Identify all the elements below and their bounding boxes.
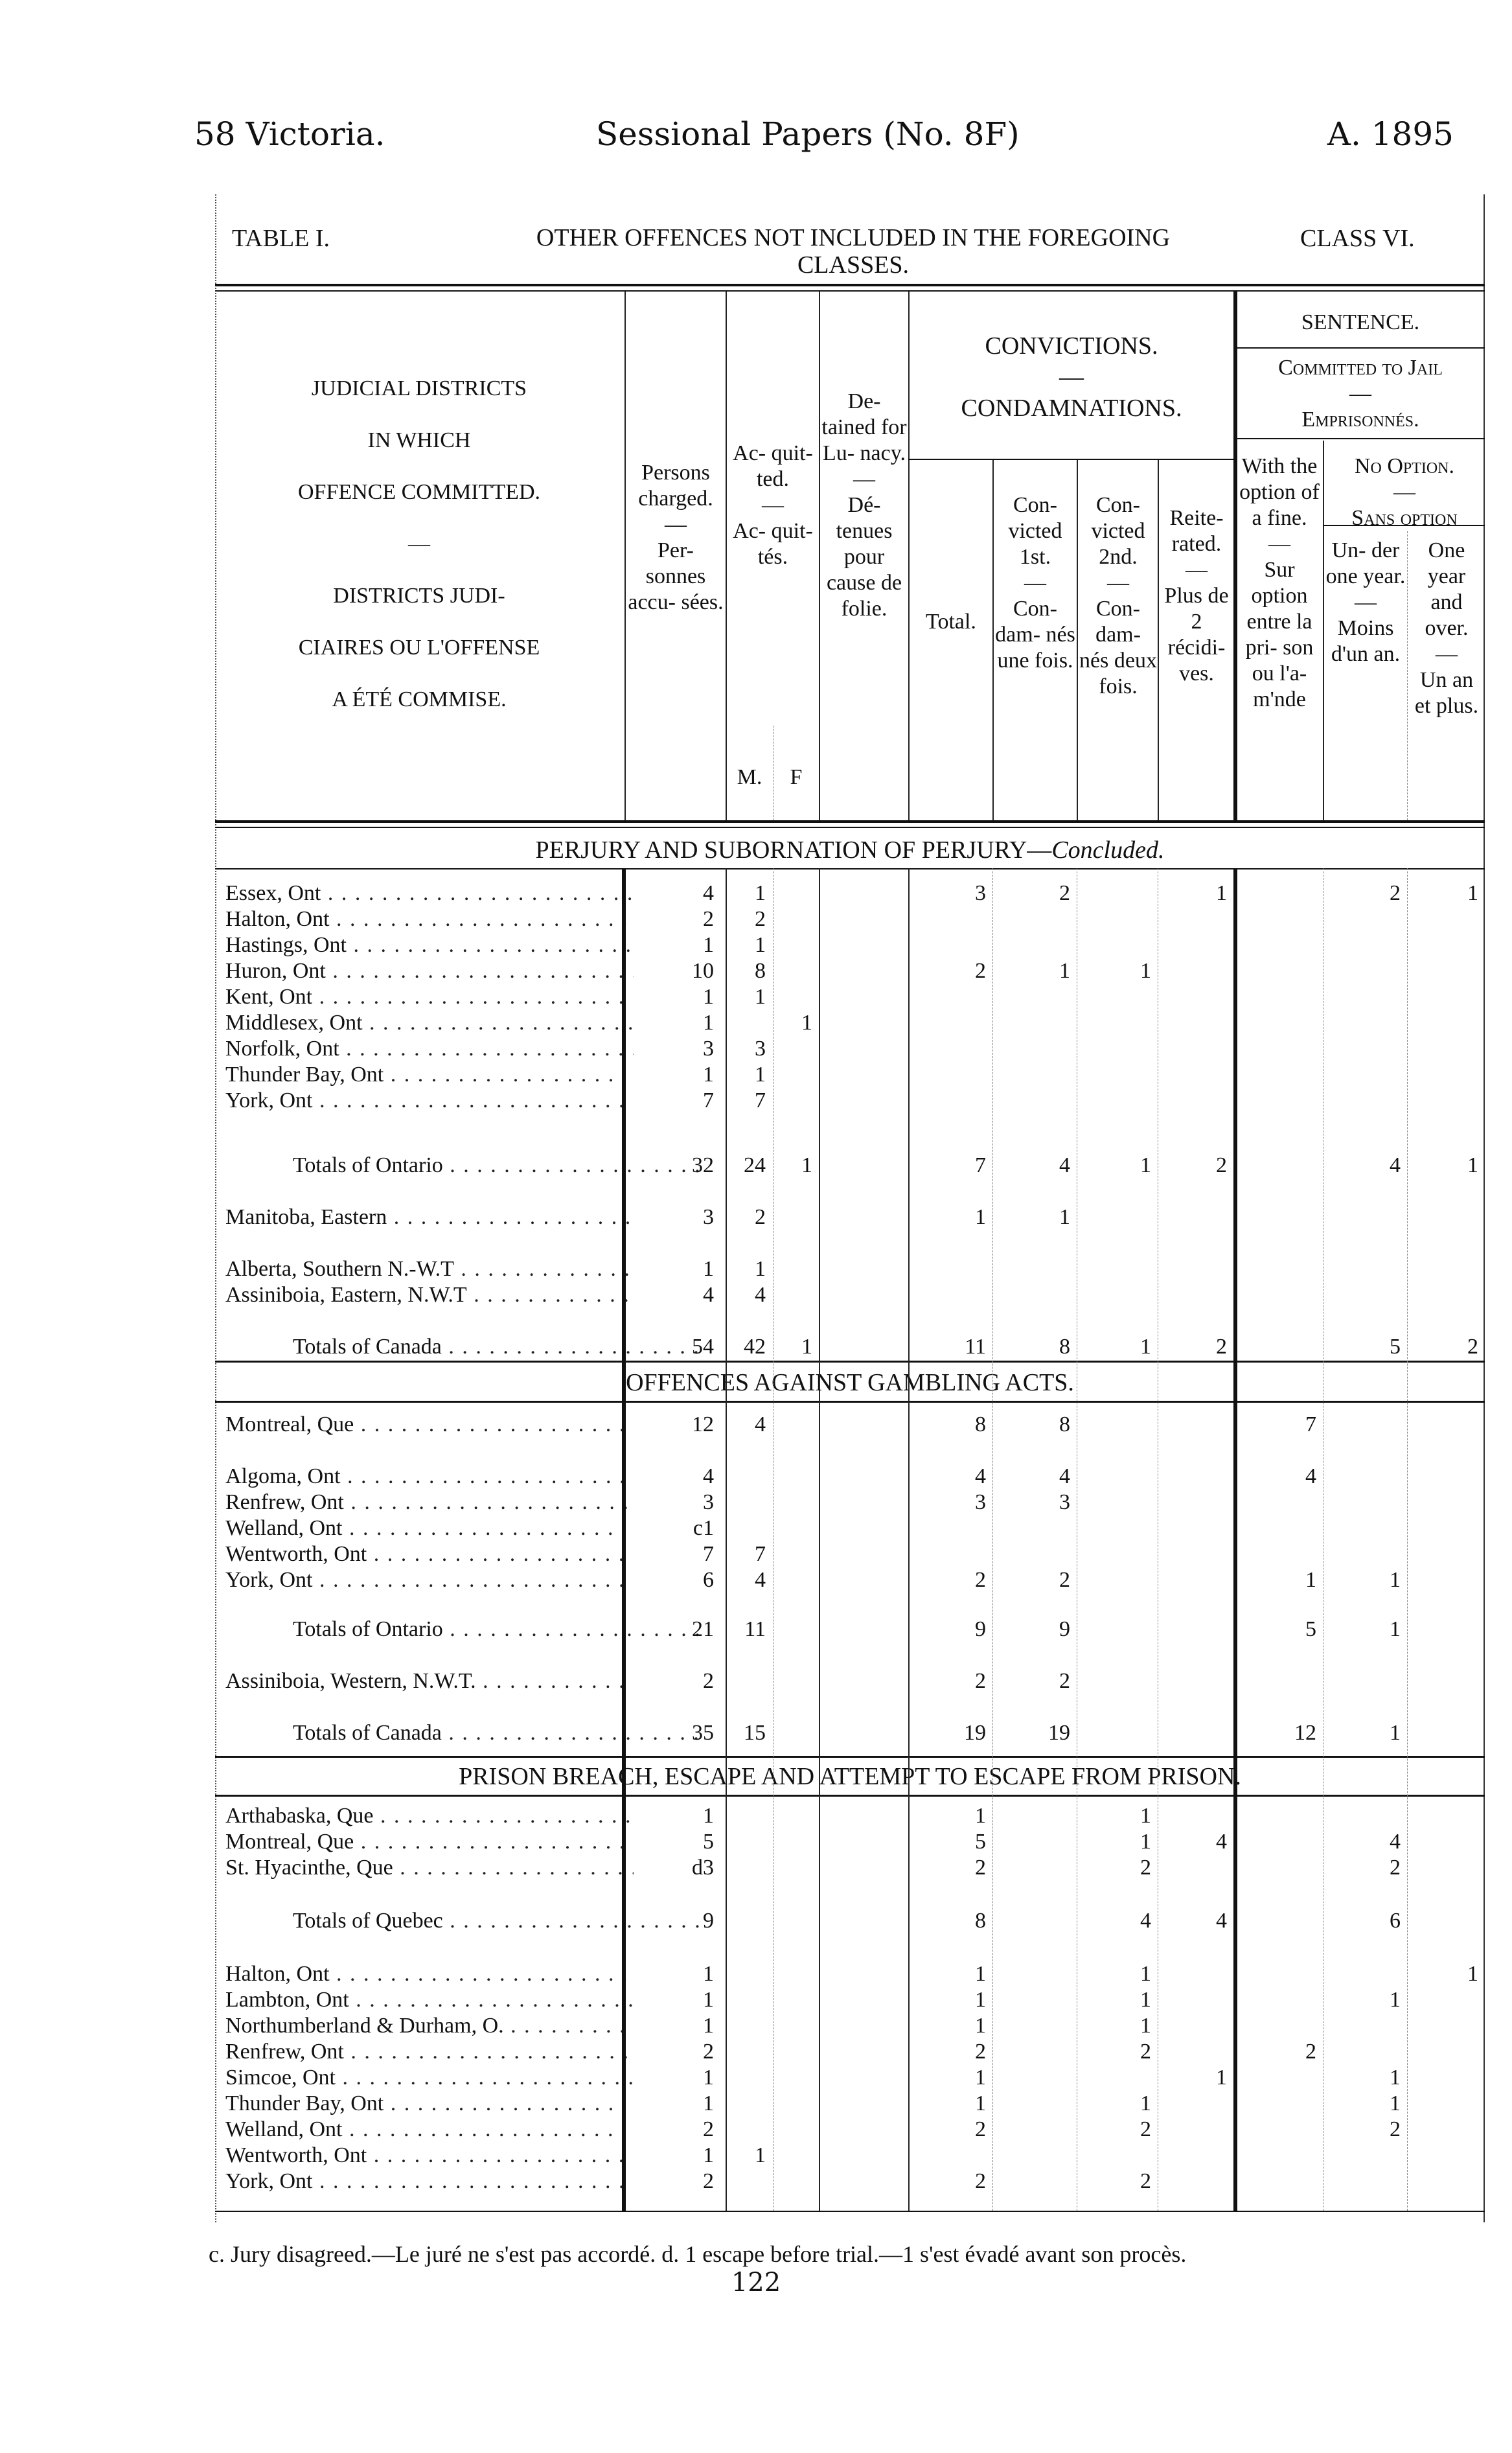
cell-charged: 54 xyxy=(692,1335,714,1359)
table-class: CLASS VI. xyxy=(1300,225,1415,252)
table-row xyxy=(215,2117,1485,2143)
cell-c2: 2 xyxy=(1140,2040,1151,2064)
page-number: 122 xyxy=(731,2268,781,2298)
district-name: Totals of Canada . . . xyxy=(293,1721,701,1745)
cell-c1: 2 xyxy=(1059,1568,1070,1592)
cell-acq-m: 2 xyxy=(755,907,766,931)
district-name: Simcoe, Ont . . . xyxy=(225,2066,634,2090)
district-name: Kent, Ont . . . xyxy=(225,985,634,1009)
cell-total: 2 xyxy=(975,2169,986,2193)
cell-c2: 1 xyxy=(1140,1153,1151,1177)
cell-c1: 8 xyxy=(1059,1335,1070,1359)
cell-total: 9 xyxy=(975,1617,986,1641)
cell-charged: 2 xyxy=(703,2169,714,2193)
table-row xyxy=(215,1669,1485,1695)
cell-charged: 1 xyxy=(703,1257,714,1281)
cell-c3: 1 xyxy=(1216,2066,1227,2090)
table-row xyxy=(215,2143,1485,2169)
cell-total: 2 xyxy=(975,959,986,983)
district-name: Totals of Quebec . . . xyxy=(293,1909,701,1933)
district-name: Welland, Ont . . . xyxy=(225,2117,634,2142)
cell-under: 6 xyxy=(1390,1909,1401,1933)
cell-total: 1 xyxy=(975,1962,986,1986)
cell-fine: 2 xyxy=(1305,2040,1316,2064)
district-name: Lambton, Ont . . . xyxy=(225,1988,634,2012)
reiterated-heading: Reite- rated. — Plus de 2 récidi- ves. xyxy=(1164,506,1229,685)
district-name: York, Ont . . . xyxy=(225,1568,634,1593)
lunacy-heading: De- tained for Lu- nacy. — Dé- tenues pour cause de folie. xyxy=(821,389,907,621)
district-name: Montreal, Que . . . xyxy=(225,1412,634,1437)
district-name: Welland, Ont . . . xyxy=(225,1516,634,1541)
cell-c2: 1 xyxy=(1140,1804,1151,1828)
no-option-heading: No Option. — Sans option xyxy=(1351,454,1458,530)
cell-total: 2 xyxy=(975,2040,986,2064)
district-name: York, Ont . . . xyxy=(225,1088,634,1113)
cell-charged: 21 xyxy=(692,1617,714,1641)
cell-c3: 2 xyxy=(1216,1153,1227,1177)
cell-over: 1 xyxy=(1467,1962,1478,1986)
district-name: Halton, Ont . . . xyxy=(225,907,634,932)
totals-row xyxy=(215,1909,1485,1935)
page-header xyxy=(194,115,1454,174)
cell-charged: 1 xyxy=(703,2014,714,2038)
cell-c2: 4 xyxy=(1140,1909,1151,1933)
district-name: Essex, Ont . . . xyxy=(225,881,634,906)
cell-c3: 1 xyxy=(1216,881,1227,905)
cell-charged: 10 xyxy=(692,959,714,983)
cell-acq-m: 24 xyxy=(744,1153,766,1177)
cell-c1: 1 xyxy=(1059,1205,1070,1229)
table-row xyxy=(215,1568,1485,1594)
cell-charged: 3 xyxy=(703,1490,714,1514)
district-name: Totals of Ontario . . . xyxy=(293,1153,701,1178)
cell-acq-m: 1 xyxy=(755,2143,766,2167)
district-name: Renfrew, Ont . . . xyxy=(225,1490,634,1515)
cell-c2: 2 xyxy=(1140,1856,1151,1880)
table-row xyxy=(215,1988,1485,2014)
table-row xyxy=(215,1464,1485,1490)
cell-charged: 4 xyxy=(703,1464,714,1488)
cell-c2: 1 xyxy=(1140,1962,1151,1986)
table-row xyxy=(215,1088,1485,1114)
cell-total: 7 xyxy=(975,1153,986,1177)
district-name: Thunder Bay, Ont . . . xyxy=(225,1063,634,1087)
cell-over: 1 xyxy=(1467,881,1478,905)
table-row xyxy=(215,2040,1485,2066)
cell-c1: 4 xyxy=(1059,1153,1070,1177)
cell-total: 1 xyxy=(975,2014,986,2038)
cell-c3: 4 xyxy=(1216,1909,1227,1933)
cell-acq-m: 8 xyxy=(755,959,766,983)
cell-c1: 2 xyxy=(1059,1669,1070,1693)
cell-total: 19 xyxy=(964,1721,986,1745)
cell-acq-m: 3 xyxy=(755,1037,766,1061)
district-name: Montreal, Que . . . xyxy=(225,1830,634,1854)
district-heading: JUDICIAL DISTRICTS IN WHICH OFFENCE COMMITTED. — DISTRICTS JUDI- CIAIRES OU L'OFFENSE A ÉTÉ COMMISE. xyxy=(297,376,541,711)
cell-total: 4 xyxy=(975,1464,986,1488)
cell-charged: 1 xyxy=(703,2091,714,2115)
under-year-heading: Un- der one year. — Moins d'un an. xyxy=(1325,538,1406,666)
cell-charged: 1 xyxy=(703,2143,714,2167)
cell-charged: 12 xyxy=(692,1412,714,1436)
male-heading: M. xyxy=(737,765,762,789)
cell-acq-m: 42 xyxy=(744,1335,766,1359)
cell-charged: 2 xyxy=(703,907,714,931)
table-row xyxy=(215,2014,1485,2040)
total-heading: Total. xyxy=(926,610,976,634)
table-row xyxy=(215,1412,1485,1438)
cell-charged: 35 xyxy=(692,1721,714,1745)
cell-acq-m: 15 xyxy=(744,1721,766,1745)
cell-total: 1 xyxy=(975,2066,986,2090)
cell-fine: 1 xyxy=(1305,1568,1316,1592)
cell-charged: d3 xyxy=(692,1856,714,1880)
table-row xyxy=(215,2066,1485,2091)
cell-under: 4 xyxy=(1390,1830,1401,1854)
statistics-table xyxy=(215,194,1485,2222)
convicted-first-heading: Con- victed 1st. — Con- dam- nés une fois. xyxy=(995,493,1075,673)
district-name: Assiniboia, Western, N.W.T. . . . xyxy=(225,1669,634,1694)
header-left: 58 Victoria. xyxy=(194,115,385,153)
cell-charged: 1 xyxy=(703,1988,714,2012)
cell-charged: 9 xyxy=(703,1909,714,1933)
cell-under: 1 xyxy=(1390,2091,1401,2115)
cell-charged: 1 xyxy=(703,1804,714,1828)
cell-charged: 1 xyxy=(703,2066,714,2090)
cell-charged: 7 xyxy=(703,1542,714,1566)
cell-acq-m: 1 xyxy=(755,1063,766,1087)
over-year-heading: One year and over. — Un an et plus. xyxy=(1414,538,1479,718)
table-row xyxy=(215,2091,1485,2117)
cell-acq-m: 4 xyxy=(755,1283,766,1307)
cell-charged: c1 xyxy=(693,1516,714,1540)
cell-fine: 5 xyxy=(1305,1617,1316,1641)
footnote: c. Jury disagreed.—Le juré ne s'est pas accordé. d. 1 escape before trial.—1 s'est évadé avant son procès. xyxy=(209,2241,1187,2267)
cell-total: 1 xyxy=(975,1804,986,1828)
district-name: Arthabaska, Que . . . xyxy=(225,1804,634,1828)
totals-row xyxy=(215,1617,1485,1643)
convictions-heading: CONVICTIONS. — CONDAMNATIONS. xyxy=(961,332,1182,422)
district-name: Hastings, Ont . . . xyxy=(225,933,634,958)
totals-row xyxy=(215,1721,1485,1747)
district-name: Renfrew, Ont . . . xyxy=(225,2040,634,2064)
cell-under: 1 xyxy=(1390,1568,1401,1592)
cell-over: 1 xyxy=(1467,1153,1478,1177)
cell-c1: 19 xyxy=(1048,1721,1070,1745)
table-row xyxy=(215,2169,1485,2195)
cell-under: 1 xyxy=(1390,1988,1401,2012)
cell-charged: 2 xyxy=(703,2040,714,2064)
cell-charged: 3 xyxy=(703,1205,714,1229)
cell-total: 2 xyxy=(975,1856,986,1880)
header-center: Sessional Papers (No. 8F) xyxy=(596,115,1020,153)
cell-c1: 4 xyxy=(1059,1464,1070,1488)
district-name: Totals of Canada . . . xyxy=(293,1335,701,1359)
cell-c2: 2 xyxy=(1140,2169,1151,2193)
table-row xyxy=(215,1011,1485,1037)
cell-acq-m: 4 xyxy=(755,1568,766,1592)
table-title: OTHER OFFENCES NOT INCLUDED IN THE FOREGOING CLASSES. xyxy=(536,224,1171,279)
cell-total: 2 xyxy=(975,1568,986,1592)
fine-option-heading: With the option of a fine. — Sur option entre la pri- son ou l'a- m'nde xyxy=(1239,454,1320,711)
cell-charged: 1 xyxy=(703,933,714,957)
district-name: Wentworth, Ont . . . xyxy=(225,2143,634,2168)
table-row xyxy=(215,1542,1485,1568)
cell-under: 2 xyxy=(1390,2117,1401,2141)
cell-c1: 2 xyxy=(1059,881,1070,905)
female-heading: F xyxy=(790,765,803,789)
district-name: St. Hyacinthe, Que . . . xyxy=(225,1856,634,1880)
table-row xyxy=(215,1830,1485,1856)
cell-c1: 8 xyxy=(1059,1412,1070,1436)
cell-c2: 1 xyxy=(1140,1830,1151,1854)
district-name: Middlesex, Ont . . . xyxy=(225,1011,634,1035)
cell-charged: 3 xyxy=(703,1037,714,1061)
cell-charged: 4 xyxy=(703,1283,714,1307)
cell-c3: 4 xyxy=(1216,1830,1227,1854)
cell-charged: 1 xyxy=(703,1962,714,1986)
cell-charged: 6 xyxy=(703,1568,714,1592)
cell-c2: 1 xyxy=(1140,1335,1151,1359)
district-name: Alberta, Southern N.-W.T . . . xyxy=(225,1257,634,1282)
district-name: Northumberland & Durham, O. . . . xyxy=(225,2014,634,2038)
cell-acq-m: 1 xyxy=(755,933,766,957)
table-row xyxy=(215,985,1485,1011)
cell-total: 1 xyxy=(975,1205,986,1229)
table-row xyxy=(215,1490,1485,1516)
cell-acq-m: 1 xyxy=(755,1257,766,1281)
cell-acq-f: 1 xyxy=(801,1335,812,1359)
district-name: York, Ont . . . xyxy=(225,2169,634,2194)
header-right: A. 1895 xyxy=(1327,115,1454,153)
cell-acq-m: 1 xyxy=(755,881,766,905)
cell-c2: 2 xyxy=(1140,2117,1151,2141)
cell-c2: 1 xyxy=(1140,2014,1151,2038)
table-row xyxy=(215,1205,1485,1231)
cell-c1: 3 xyxy=(1059,1490,1070,1514)
cell-total: 11 xyxy=(965,1335,986,1359)
district-name: Halton, Ont . . . xyxy=(225,1962,634,1987)
cell-c2: 1 xyxy=(1140,2091,1151,2115)
table-row xyxy=(215,1516,1485,1542)
table-row xyxy=(215,959,1485,985)
cell-fine: 12 xyxy=(1294,1721,1316,1745)
district-name: Assiniboia, Eastern, N.W.T . . . xyxy=(225,1283,634,1307)
cell-under: 1 xyxy=(1390,2066,1401,2090)
cell-charged: 1 xyxy=(703,1011,714,1035)
table-row xyxy=(215,881,1485,907)
cell-acq-m: 7 xyxy=(755,1542,766,1566)
cell-under: 4 xyxy=(1390,1153,1401,1177)
table-label: TABLE I. xyxy=(232,225,330,252)
cell-total: 1 xyxy=(975,2091,986,2115)
cell-charged: 4 xyxy=(703,881,714,905)
cell-c2: 1 xyxy=(1140,959,1151,983)
cell-charged: 1 xyxy=(703,985,714,1009)
cell-under: 1 xyxy=(1390,1617,1401,1641)
cell-total: 2 xyxy=(975,2117,986,2141)
cell-total: 1 xyxy=(975,1988,986,2012)
totals-row xyxy=(215,1335,1485,1361)
district-name: Algoma, Ont . . . xyxy=(225,1464,634,1489)
cell-under: 1 xyxy=(1390,1721,1401,1745)
section-title-prison-breach: PRISON BREACH, ESCAPE AND ATTEMPT TO ESCAPE FROM PRISON. xyxy=(459,1763,1241,1790)
cell-fine: 7 xyxy=(1305,1412,1316,1436)
sentence-heading: SENTENCE. xyxy=(1301,310,1420,334)
table-row xyxy=(215,1962,1485,1988)
cell-total: 8 xyxy=(975,1412,986,1436)
section-title-gambling: OFFENCES AGAINST GAMBLING ACTS. xyxy=(626,1369,1074,1396)
convicted-second-heading: Con- victed 2nd. — Con- dam- nés deux fois. xyxy=(1079,493,1157,698)
cell-total: 5 xyxy=(975,1830,986,1854)
table-row xyxy=(215,1037,1485,1063)
cell-acq-m: 1 xyxy=(755,985,766,1009)
acquitted-heading: Ac- quit- ted. — Ac- quit- tés. xyxy=(733,441,813,569)
cell-charged: 2 xyxy=(703,2117,714,2141)
cell-total: 8 xyxy=(975,1909,986,1933)
table-row xyxy=(215,1257,1485,1283)
cell-acq-m: 11 xyxy=(744,1617,766,1641)
charged-heading: Persons charged. — Per- sonnes accu- sées. xyxy=(628,461,724,614)
cell-charged: 1 xyxy=(703,1063,714,1087)
district-name: Totals of Ontario . . . xyxy=(293,1617,701,1642)
table-row xyxy=(215,1804,1485,1830)
cell-under: 2 xyxy=(1390,881,1401,905)
cell-total: 2 xyxy=(975,1669,986,1693)
cell-fine: 4 xyxy=(1305,1464,1316,1488)
district-name: Huron, Ont . . . xyxy=(225,959,634,984)
table-row xyxy=(215,907,1485,933)
cell-acq-m: 7 xyxy=(755,1088,766,1112)
section-title-perjury: PERJURY AND SUBORNATION OF PERJURY—Concluded. xyxy=(535,836,1165,864)
district-name: Thunder Bay, Ont . . . xyxy=(225,2091,634,2116)
cell-charged: 32 xyxy=(692,1153,714,1177)
district-name: Wentworth, Ont . . . xyxy=(225,1542,634,1567)
cell-charged: 2 xyxy=(703,1669,714,1693)
cell-under: 2 xyxy=(1390,1856,1401,1880)
cell-charged: 7 xyxy=(703,1088,714,1112)
table-row xyxy=(215,1856,1485,1882)
cell-total: 3 xyxy=(975,881,986,905)
cell-under: 5 xyxy=(1390,1335,1401,1359)
cell-acq-m: 2 xyxy=(755,1205,766,1229)
cell-acq-f: 1 xyxy=(801,1153,812,1177)
cell-over: 2 xyxy=(1467,1335,1478,1359)
table-row xyxy=(215,1063,1485,1088)
cell-acq-f: 1 xyxy=(801,1011,812,1035)
cell-c2: 1 xyxy=(1140,1988,1151,2012)
cell-c3: 2 xyxy=(1216,1335,1227,1359)
committed-jail-heading: Committed to Jail — Emprisonnés. xyxy=(1278,356,1443,432)
district-name: Norfolk, Ont . . . xyxy=(225,1037,634,1061)
table-row xyxy=(215,1283,1485,1309)
district-name: Manitoba, Eastern . . . xyxy=(225,1205,634,1230)
cell-charged: 5 xyxy=(703,1830,714,1854)
totals-row xyxy=(215,1153,1485,1179)
cell-total: 3 xyxy=(975,1490,986,1514)
cell-c1: 9 xyxy=(1059,1617,1070,1641)
table-row xyxy=(215,933,1485,959)
cell-acq-m: 4 xyxy=(755,1412,766,1436)
cell-c1: 1 xyxy=(1059,959,1070,983)
